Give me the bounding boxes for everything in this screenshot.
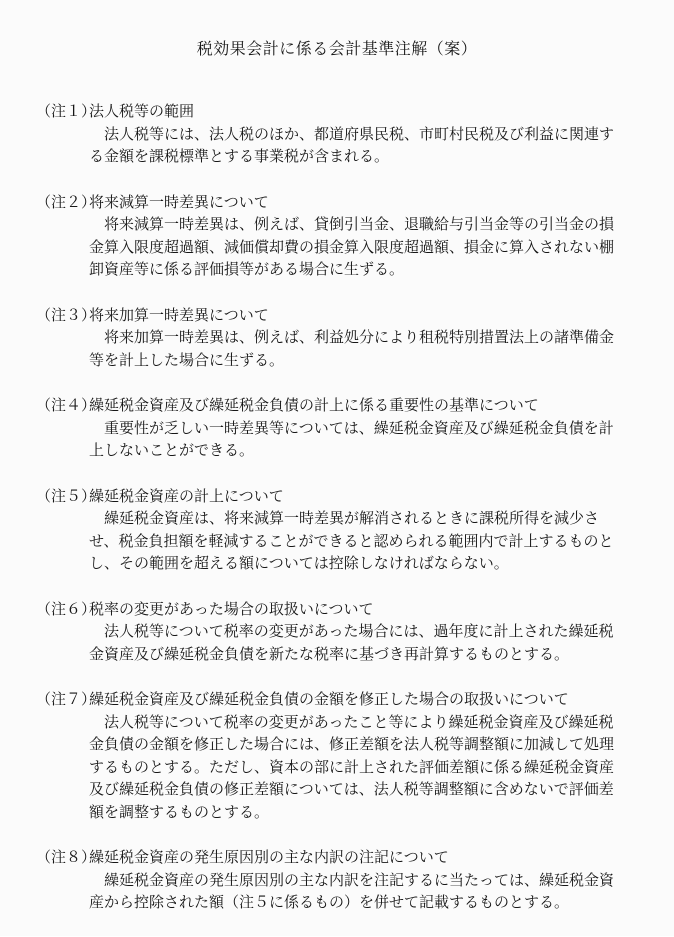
document-title: 税効果会計に係る会計基準注解（案） xyxy=(196,39,478,58)
note-text-line: 卸資産等に係る評価損等がある場合に生ずる。 xyxy=(89,260,405,278)
note-text-line: 金負債の金額を修正した場合には、修正差額を法人税等調整額に加減して処理 xyxy=(89,735,615,753)
note-heading: 将来減算一時差異について xyxy=(89,192,269,211)
note-heading-row xyxy=(36,485,636,508)
note-text-line: せ、税金負担額を軽減することができると認められる範囲内で計上するものと xyxy=(89,531,614,550)
note-8 xyxy=(36,846,636,914)
note-label: （注２） xyxy=(36,192,97,211)
note-heading: 繰延税金資産及び繰延税金負債の計上に係る重要性の基準について xyxy=(89,396,539,414)
note-heading-row xyxy=(36,598,636,621)
note-label: （注８） xyxy=(36,848,97,866)
note-text-line: る金額を課税標準とする事業税が含まれる。 xyxy=(89,147,390,165)
note-label: （注６） xyxy=(36,599,97,618)
note-text-line: 法人税等には、法人税のほか、都道府県民税、市町村民税及び利益に関連す xyxy=(104,124,615,143)
note-text-line: 将来減算一時差異は、例えば、貸倒引当金、退職給与引当金等の引当金の損 xyxy=(104,215,615,233)
note-heading: 税率の変更があった場合の取扱いについて xyxy=(89,599,374,618)
note-heading: 繰延税金資産及び繰延税金負債の金額を修正した場合の取扱いについて xyxy=(89,690,569,708)
note-text-line: するものとする。ただし、資本の部に計上された評価差額に係る繰延税金資産 xyxy=(89,757,615,776)
note-text-line: 金資産及び繰延税金負債を新たな税率に基づき再計算するものとする。 xyxy=(89,644,570,663)
note-heading-row xyxy=(36,394,636,417)
note-text-line: 及び繰延税金負債の修正差額については、法人税等調整額に含めないで評価差 xyxy=(89,780,614,798)
note-text-line: 将来加算一時差異は、例えば、利益処分により租税特別措置法上の諸準備金 xyxy=(104,328,615,346)
note-text-line: 繰延税金資産は、将来減算一時差異が解消されるときに課税所得を減少さ xyxy=(104,509,600,527)
note-label: （注４） xyxy=(36,396,97,414)
note-heading-row xyxy=(36,304,636,327)
note-heading: 繰延税金資産の発生原因別の主な内訳の注記について xyxy=(89,848,449,866)
note-body xyxy=(89,213,636,281)
note-text-line: 重要性が乏しい一時差異等については、繰延税金資産及び繰延税金負債を計 xyxy=(104,418,614,437)
note-body xyxy=(89,417,636,462)
note-2 xyxy=(36,191,636,281)
note-heading-row xyxy=(36,846,636,869)
note-heading: 将来加算一時差異について xyxy=(89,305,269,324)
note-text-line: 法人税等について税率の変更があったこと等により繰延税金資産及び繰延税 xyxy=(104,712,614,731)
note-text-line: 金算入限度超過額、減価償却費の損金算入限度超過額、損金に算入されない棚 xyxy=(89,237,615,256)
note-4 xyxy=(36,394,636,462)
note-3 xyxy=(36,304,636,372)
note-body xyxy=(89,711,636,824)
note-heading-row xyxy=(36,688,636,711)
note-body xyxy=(89,326,636,371)
note-text-line: 産から控除された額（注５に係るもの）を併せて記載するものとする。 xyxy=(89,893,570,911)
note-5 xyxy=(36,485,636,575)
note-body xyxy=(89,123,636,168)
note-heading-row xyxy=(36,191,636,214)
note-text-line: し、その範囲を超える額については控除しなければならない。 xyxy=(89,554,509,572)
note-label: （注７） xyxy=(36,690,97,708)
note-7 xyxy=(36,688,636,823)
note-body xyxy=(89,869,636,914)
note-body xyxy=(89,620,636,665)
notes-list xyxy=(36,100,636,937)
note-label: （注３） xyxy=(36,305,97,324)
note-heading: 法人税等の範囲 xyxy=(89,102,195,120)
note-text-line: 法人税等について税率の変更があった場合には、過年度に計上された繰延税 xyxy=(104,622,614,640)
note-6 xyxy=(36,598,636,666)
note-text-line: 上しないことができる。 xyxy=(89,441,255,459)
note-heading-row xyxy=(36,100,636,123)
note-text-line: 繰延税金資産の発生原因別の主な内訳を注記するに当たっては、繰延税金資 xyxy=(104,870,615,889)
note-label: （注５） xyxy=(36,486,97,505)
note-1 xyxy=(36,100,636,168)
note-label: （注１） xyxy=(36,102,97,120)
note-text-line: 等を計上した場合に生ずる。 xyxy=(89,350,285,369)
note-heading: 繰延税金資産の計上について xyxy=(89,486,284,505)
note-text-line: 額を調整するものとする。 xyxy=(89,802,270,821)
note-body xyxy=(89,507,636,575)
